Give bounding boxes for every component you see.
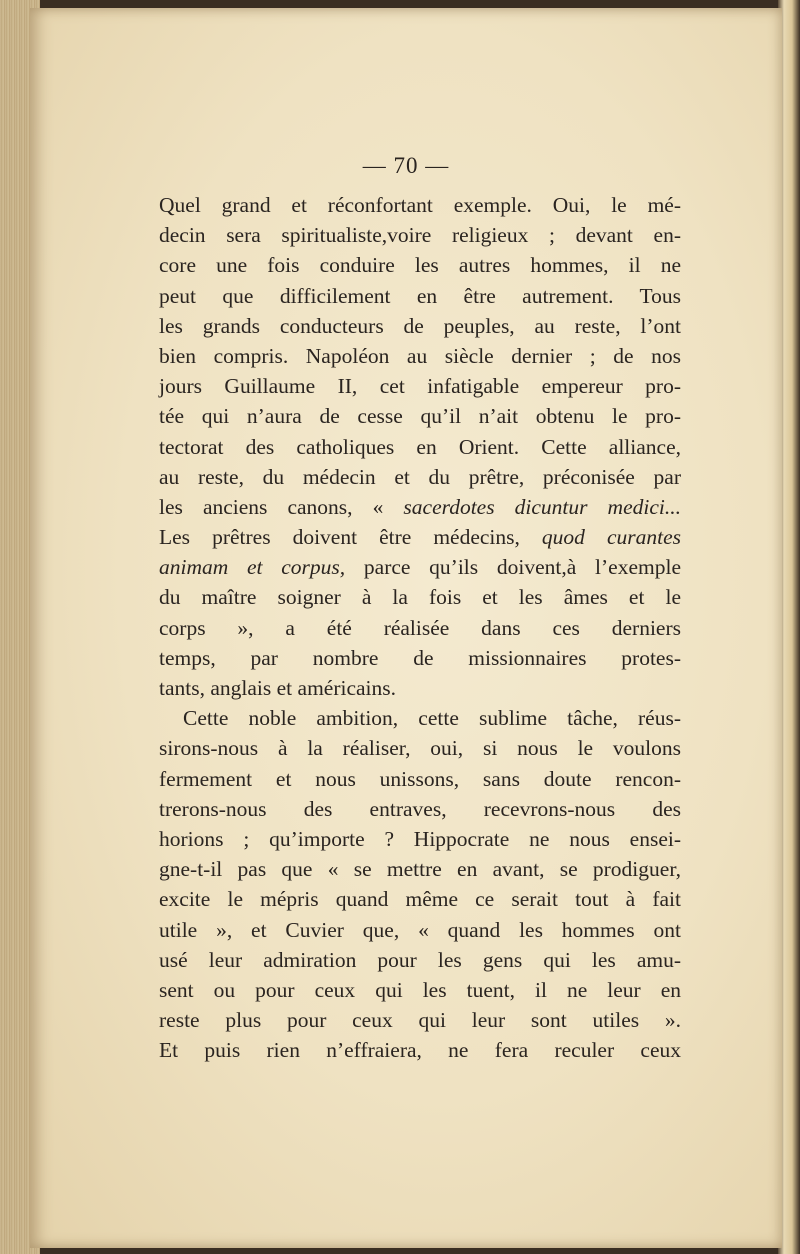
text-line: horions ; qu’importe ? Hippocrate ne nous ensei- — [159, 826, 681, 851]
text-line: temps, par nombre de missionnaires protes- — [159, 645, 681, 670]
text-line: sirons-nous à la réaliser, oui, si nous le voulons — [159, 736, 681, 761]
body-text — [159, 190, 681, 1065]
text-line: animam et corpus, parce qu’ils doivent,à l’exemple — [159, 555, 681, 580]
latin-quote: animam et corpus, — [159, 555, 346, 580]
latin-quote: sacerdotes dicuntur medici... — [403, 494, 681, 519]
text-line: gne-t-il pas que « se mettre en avant, se prodiguer, — [159, 857, 681, 882]
text-line: peut que difficilement en être autrement. Tous — [159, 283, 681, 308]
text-line: corps », a été réalisée dans ces derniers — [159, 615, 681, 640]
text-line: utile », et Cuvier que, « quand les hommes ont — [159, 917, 681, 942]
text-line: jours Guillaume II, cet infatigable empereur pro- — [159, 374, 681, 399]
text-line: core une fois conduire les autres hommes, il ne — [159, 253, 681, 278]
text-line: Les prêtres doivent être médecins, quod curantes — [159, 525, 681, 550]
text-line: usé leur admiration pour les gens qui les amu- — [159, 947, 681, 972]
text-line: tée qui n’aura de cesse qu’il n’ait obtenu le pro- — [159, 404, 681, 429]
text-line: fermement et nous unissons, sans doute rencon- — [159, 766, 681, 791]
text-line: tectorat des catholiques en Orient. Cette alliance, — [159, 434, 681, 459]
text-line: sent ou pour ceux qui les tuent, il ne leur en — [159, 977, 681, 1002]
text-line: trerons-nous des entraves, recevrons-nous des — [159, 796, 681, 821]
text-line: du maître soigner à la fois et les âmes et le — [159, 585, 681, 610]
text-line: Et puis rien n’effraiera, ne fera reculer ceux — [159, 1038, 681, 1063]
text-line: les anciens canons, « sacerdotes dicuntur medici... — [159, 494, 681, 519]
page-number: — 70 — — [362, 153, 450, 178]
text-line: au reste, du médecin et du prêtre, préconisée par — [159, 464, 681, 489]
text-line: decin sera spiritualiste,voire religieux ; devant en- — [159, 223, 681, 248]
text-line: bien compris. Napoléon au siècle dernier ; de nos — [159, 343, 681, 368]
text-line: tants, anglais et américains. — [159, 676, 397, 700]
text-line: excite le mépris quand même ce serait tout à fait — [159, 887, 681, 912]
latin-quote: quod curantes — [541, 525, 681, 550]
text-line: Cette noble ambition, cette sublime tâche, réus- — [183, 706, 681, 731]
text-line: reste plus pour ceux qui leur sont utiles ». — [159, 1008, 681, 1033]
text-line: Quel grand et réconfortant exemple. Oui, le mé- — [159, 193, 681, 217]
text-line: les grands conducteurs de peuples, au reste, l’ont — [159, 313, 681, 338]
